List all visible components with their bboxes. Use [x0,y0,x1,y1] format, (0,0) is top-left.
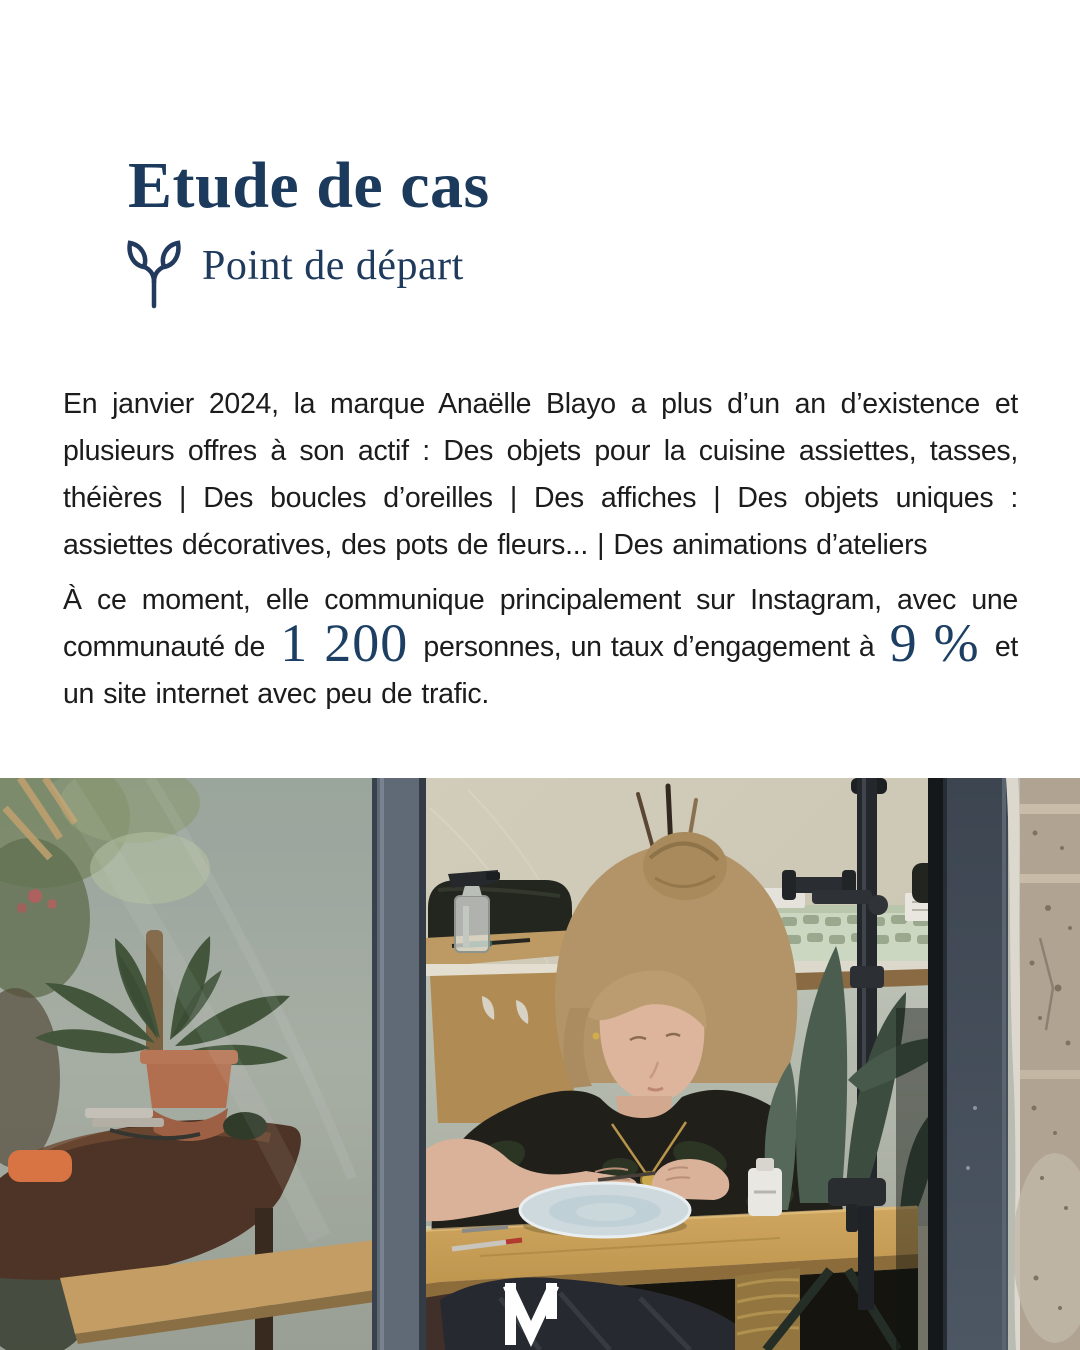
section-subtitle: Point de départ [202,243,464,289]
stat-community-size: 1 200 [280,612,409,673]
sprout-icon [126,236,182,310]
studio-window-photo [0,778,1080,1350]
metrics-text-1: À ce moment, elle communique principalement sur Instagram, avec une communauté de [63,583,1018,663]
metrics-text-2: personnes, un taux d’engagement à [414,630,884,663]
stone-wall [1006,778,1080,1350]
left-window-scene [0,778,375,1350]
paragraph-metrics [63,577,1018,718]
wicker-basket [735,1268,800,1350]
left-window-frame [372,778,426,1350]
paragraph-context: En janvier 2024, la marque Anaëlle Blayo a plus d’un an d’existence et plusieurs offres à son actif : Des objets pour la cuisine assiettes, tasses, théières | Des boucles d’oreilles | Des affiches | Des objets uniques : assiettes décoratives, des pots de fleurs... | Des animations d’ateliers [63,387,1018,561]
studio-window-illustration [0,778,1080,1350]
stat-engagement-rate: 9 % [889,612,980,673]
page-title: Etude de cas [128,149,490,223]
section-header [126,234,464,310]
metrics-text-3: et un site internet avec peu de trafic. [63,630,1018,710]
